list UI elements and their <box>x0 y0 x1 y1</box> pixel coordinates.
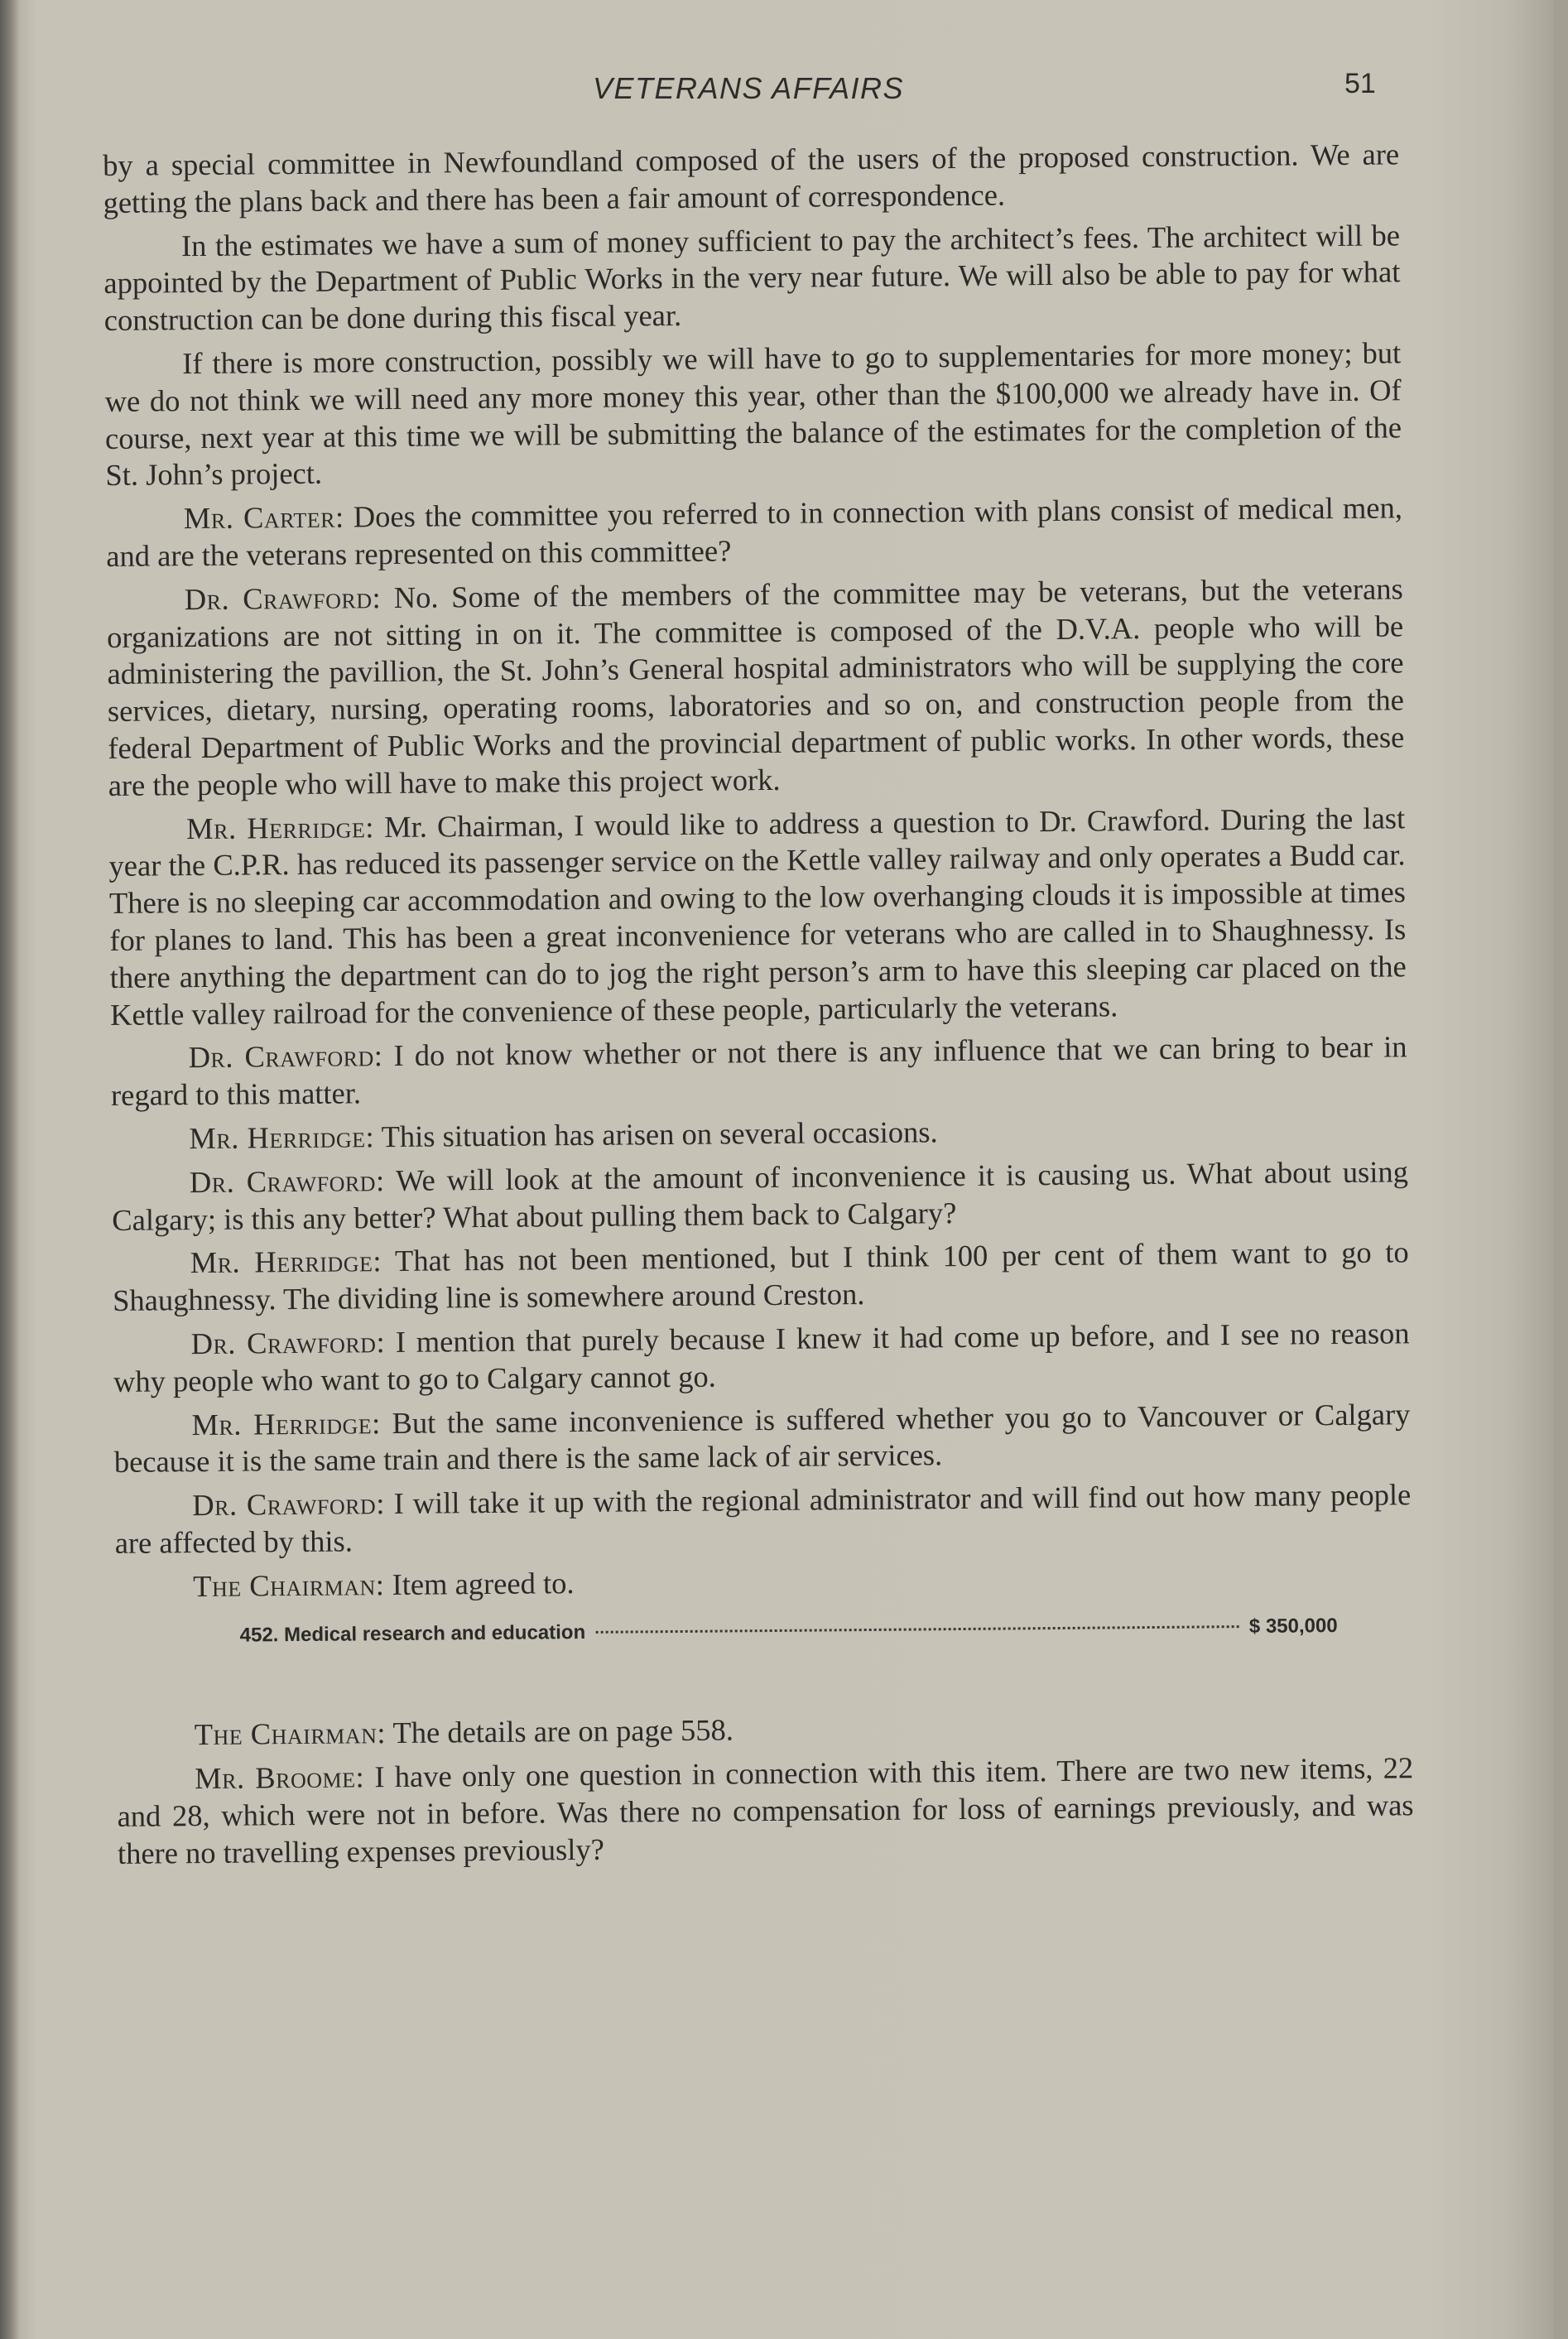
estimate-item-amount: $ 350,000 <box>1248 1615 1338 1639</box>
paragraph <box>108 800 1407 1033</box>
paragraph-text: We will look at the amount of inconvenience it is causing us. What about using Calgary; is this any better? What about pulling them back to Calgary? <box>112 1154 1409 1237</box>
paragraph <box>115 1557 1412 1605</box>
paragraph-text: I have only one question in connection with this item. There are two new items, 22 and 28, which were not in before. Was there no compensation for loss of earnings previously, and was there no travelling expenses previously? <box>117 1750 1414 1870</box>
page-header <box>12 68 1553 121</box>
document-page <box>12 0 1553 2339</box>
paragraph <box>117 1706 1413 1754</box>
paragraph <box>113 1234 1410 1320</box>
paragraph-text: That has not been mentioned, but I think 100 per cent of them want to go to Shaughnessy. The dividing line is somewhere around Creston. <box>112 1234 1409 1318</box>
paragraph <box>104 334 1402 494</box>
body-text <box>103 136 1414 1879</box>
paragraph-text: This situation has arisen on several occasions. <box>381 1114 938 1154</box>
speaker-name: Dr. Crawford: <box>184 580 382 616</box>
paragraph-text: Item agreed to. <box>392 1565 575 1601</box>
paragraph <box>111 1109 1407 1157</box>
speaker-name: Mr. Herridge: <box>191 1405 381 1441</box>
paragraph-text: The details are on page 558. <box>392 1712 734 1750</box>
paragraph <box>112 1153 1409 1239</box>
paragraph-text: If there is more construction, possibly we will have to go to supplementaries for more money; but we do not think we will need any more money this year, other than the $100,000 we already have in. Of course, next year at this time we will be submitting the balance of the estimates for the completion of the St. John’s project. <box>104 335 1402 493</box>
speaker-name: The Chairman: <box>192 1567 385 1603</box>
speaker-name: Dr. Crawford: <box>190 1324 386 1361</box>
speaker-name: Dr. Crawford: <box>192 1486 386 1523</box>
paragraph-text: by a special committee in Newfoundland composed of the users of the proposed construction. We are getting the plans back and there has been a fair amount of correspondence. <box>103 137 1400 219</box>
paragraph <box>117 1749 1414 1872</box>
speaker-name: Dr. Crawford: <box>188 1038 383 1075</box>
paragraph <box>113 1315 1410 1400</box>
book-spine <box>0 0 12 2339</box>
paragraph-text: In the estimates we have a sum of money sufficient to pay the architect’s fees. The architect will be appointed by the Department of Public Works in the very near future. We will also be able to pay for what construction can be done during this fiscal year. <box>103 217 1401 338</box>
leader-dots <box>595 1626 1239 1634</box>
paragraph <box>113 1396 1411 1481</box>
paragraph-text: I will take it up with the regional administrator and will find out how many people are affected by this. <box>114 1477 1412 1560</box>
paragraph <box>103 136 1400 221</box>
paragraph-text: Does the committee you referred to in connection with plans consist of medical men, and are the veterans represented on this committee? <box>106 490 1403 573</box>
paragraph-text: Mr. Chairman, I would like to address a question to Dr. Crawford. During the last year the C.P.R. has reduced its passenger service on the Kettle valley railway and only operates a Budd car. There is no sleeping car accommodation and owing to the low overhanging clouds it is impossible at times for planes to land. This has been a great inconvenience for veterans who are called in to Shaughnessy. Is there anything the department can do to jog the right person’s arm to have this sleeping car placed on the Kettle valley railroad for the convenience of these people, particularly the veterans. <box>108 800 1407 1032</box>
speaker-name: Dr. Crawford: <box>189 1162 385 1199</box>
paragraph <box>114 1476 1412 1562</box>
paragraph-text: No. Some of the members of the committee may be veterans, but the veterans organizations are not sitting in on it. The committee is composed of the D.V.A. people who will be administering the pavillion, the St. John’s General hospital administrators who will be supplying the core services, dietary, nursing, operating rooms, laboratories and so on, and construction people from the federal Department of Public Works and the provincial department of public works. In other words, these are the people who will have to make this project work. <box>106 571 1405 802</box>
paragraph-text: I mention that purely because I knew it had come up before, and I see no reason why people who want to go to Calgary cannot go. <box>113 1316 1410 1398</box>
speaker-name: Mr. Herridge: <box>185 809 375 845</box>
paragraph <box>110 1029 1407 1114</box>
running-title: VETERANS AFFAIRS <box>592 71 905 105</box>
paragraph <box>106 489 1403 575</box>
speaker-name: The Chairman: <box>194 1716 387 1752</box>
paragraph <box>103 217 1401 339</box>
paragraph-text: But the same inconvenience is suffered whether you go to Vancouver or Calgary because it is the same train and there is the same lack of air services. <box>113 1396 1411 1480</box>
estimate-item-label: 452. Medical research and education <box>239 1621 586 1648</box>
speaker-name: Mr. Herridge: <box>189 1119 375 1156</box>
speaker-name: Mr. Broome: <box>195 1759 365 1796</box>
speaker-name: Mr. Carter: <box>183 499 344 536</box>
paragraph-text: I do not know whether or not there is any influence that we can bring to bear in regard to this matter. <box>110 1029 1407 1113</box>
paragraph <box>107 570 1405 804</box>
estimate-item-line <box>116 1608 1412 1656</box>
page-number: 51 <box>1344 68 1376 99</box>
speaker-name: Mr. Herridge: <box>190 1244 382 1280</box>
